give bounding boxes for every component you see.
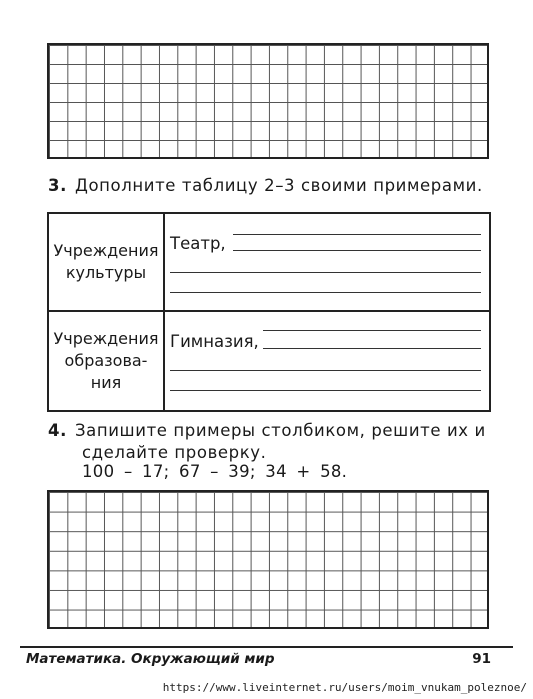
task-3-text: Дополните таблицу 2–3 своими примерами. xyxy=(74,176,483,195)
footer-title: Математика. Окружающий мир xyxy=(26,651,275,667)
footer-divider xyxy=(20,646,513,648)
answer-grid-top xyxy=(47,43,489,159)
category-education xyxy=(48,311,164,411)
answer-line xyxy=(233,250,481,251)
task-4-examples: 100 – 17; 67 – 39; 34 + 58. xyxy=(82,462,348,481)
category-culture-label: Учреждения культуры xyxy=(53,241,159,282)
task-4-text-line2: сделайте проверку. xyxy=(82,443,267,462)
answer-line xyxy=(170,370,481,371)
task-3-number: 3. xyxy=(48,176,67,195)
category-culture xyxy=(48,213,164,311)
task-3 xyxy=(48,176,483,195)
page-number: 91 xyxy=(472,651,491,667)
answer-cell-culture xyxy=(164,213,490,311)
table-row xyxy=(48,213,490,311)
task-4-number: 4. xyxy=(48,421,67,440)
table-row xyxy=(48,311,490,411)
answer-cell-education xyxy=(164,311,490,411)
answer-line xyxy=(170,272,481,273)
answer-grid-bottom xyxy=(47,490,489,629)
example-theatre: Театр, xyxy=(170,234,226,253)
category-education-label: Учреждения образова- ния xyxy=(53,329,159,392)
answer-line xyxy=(263,330,481,331)
answer-line xyxy=(170,292,481,293)
task-4-text-line1: Запишите примеры столбиком, решите их и xyxy=(74,421,486,440)
answer-line xyxy=(170,390,481,391)
answer-line xyxy=(263,348,481,349)
example-gymnasium: Гимназия, xyxy=(170,332,259,351)
watermark-url: https://www.liveinternet.ru/users/moim_vnukam_poleznoe/ xyxy=(162,681,527,694)
examples-table xyxy=(47,212,491,412)
task-4 xyxy=(48,420,493,464)
answer-line xyxy=(233,234,481,235)
